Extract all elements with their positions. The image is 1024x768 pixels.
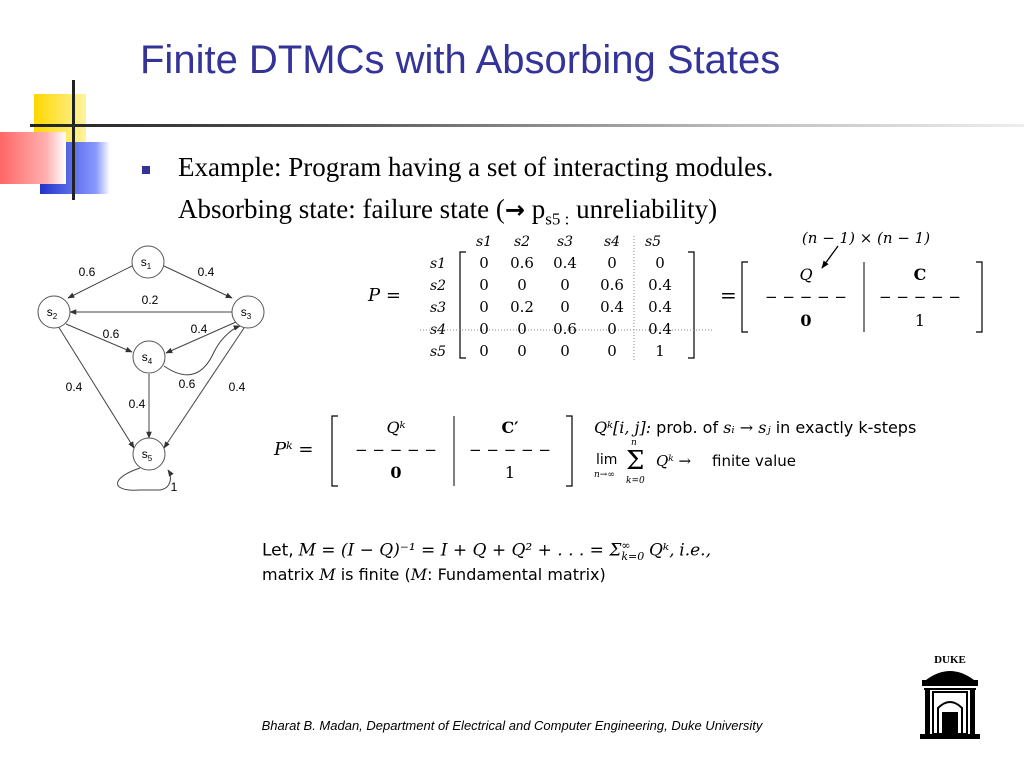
bullet-line-2-suffix: unreliability) [569,194,718,224]
dimension-arrow [822,246,838,268]
edge-label-s5-s5: 1 [170,480,178,494]
row-header: s3 [429,300,447,316]
lim-subscript: n→∞ [594,470,615,480]
sum-lower: k=0 [626,476,645,486]
p-cell: 0.6 [553,320,577,338]
ie-text: i.e., [679,540,711,561]
sum-limits [621,540,644,562]
node-s4-label: $s_4$ [141,350,153,366]
sum-sup: ∞ [621,539,631,552]
edge-label-s4-s3: 0.6 [178,377,196,391]
markov-chain-diagram [30,236,290,498]
node-s2-label: $s_2$ [46,305,58,321]
red-square [0,132,66,184]
bullet-line-2 [178,194,717,229]
pk-one: 1 [504,463,516,482]
sum-icon: Σ [626,446,645,476]
pk-matrix-figure [268,410,598,488]
edge-s2-s4 [66,324,132,352]
sum-sub: k=0 [621,550,645,563]
p-cell: 0 [517,342,527,360]
col-header: s1 [475,234,493,250]
row-header: s4 [429,322,447,338]
p-cell: 0 [607,320,617,338]
p-cell: 0 [479,276,489,294]
let-text: Let, [262,540,294,561]
block-equals: = [720,283,737,307]
matrix-word: matrix [262,565,315,584]
p-cell: 0 [560,342,570,360]
block-dashes-right: − − − − − [879,288,961,306]
p-cell: 0 [607,254,617,272]
footer-credit: Bharat B. Madan, Department of Electrical and Computer Engineering, Duke University [261,718,763,733]
p-cell: 0.4 [553,254,577,272]
node-s5-label: $s_5$ [141,447,153,463]
vertical-line [72,80,75,200]
pk-note-1-math: Qᵏ[i, j]: [594,418,652,437]
row-header: s1 [429,256,447,272]
p-cell: 0.4 [600,298,624,316]
p-cell: 0 [479,342,489,360]
edge-label-s2-s5: 0.4 [65,380,83,394]
m-symbol: M [319,565,336,584]
block-one: 1 [914,311,926,330]
finite-value-text: finite value [712,452,796,470]
bullet-marker [142,166,150,174]
block-zero: 0 [800,311,812,330]
p-cell: 0 [560,276,570,294]
pk-dashes-left: − − − − − [355,441,437,459]
transition-matrix-figure [360,226,1000,366]
p-cell: 0.6 [600,276,624,294]
row-header: s5 [429,344,447,360]
p-cell: 0 [607,342,617,360]
edge-label-s4-s5: 0.4 [128,397,146,411]
bullet-line-2-p: p [525,194,546,224]
edge-label-s3-s2: 0.2 [141,293,159,307]
column-headers [476,234,661,250]
bullet-line-1: Example: Program having a set of interacting modules. [178,152,774,182]
row-headers [430,256,446,360]
node-s3-label: $s_3$ [240,305,252,321]
pk-note-1 [594,418,916,437]
edge-label-s2-s4: 0.6 [102,327,120,341]
p-cell: 0 [479,320,489,338]
corner-decoration [0,80,140,200]
edge-label-s1-s2: 0.6 [78,265,96,279]
duke-logo-text: DUKE [934,654,966,666]
p-cell: 0 [479,254,489,272]
p-equals: P = [368,285,401,306]
block-Q: Q [799,265,813,284]
p-cell: 1 [655,342,665,360]
col-header: s5 [644,234,662,250]
p-cell: 0 [655,254,665,272]
sum-upper: n [631,438,637,448]
p-cell: 0 [479,298,489,316]
block-dashes-left: − − − − − [765,288,847,306]
bullet-line-2-sub: s5 : [545,209,570,229]
pk-equals: Pᵏ = [274,439,314,460]
row-header: s2 [429,278,447,294]
pk-note-1-text: prob. of [656,418,719,437]
fundamental-line-1 [262,540,711,562]
p-cell: 0 [517,276,527,294]
p-cell: 0.4 [648,320,672,338]
pk-note-2 [594,440,814,490]
pk-note-1-math2: sᵢ → sⱼ [723,418,771,437]
p-cell: 0 [560,298,570,316]
p-cell: 0.6 [510,254,534,272]
pk-Qk: Qᵏ [386,418,406,437]
col-header: s4 [603,234,621,250]
pk-Cprime: C′ [501,418,519,437]
p-cell: 0.4 [648,276,672,294]
pk-note-1-text2: in exactly k-steps [775,418,917,437]
edge-label-s3-s5: 0.4 [228,380,246,394]
lim-text: lim [596,452,618,468]
p-cell: 0.2 [510,298,534,316]
bullet-line-2-prefix: Absorbing state: failure state ( [178,194,505,224]
edge-s5-s5 [118,468,171,490]
p-cell: 0.4 [648,298,672,316]
qk-tail: Qᵏ, [648,540,675,561]
col-header: s3 [556,234,574,250]
node-s1-label: $s_1$ [140,255,152,271]
dimension-note: (n − 1) × (n − 1) [801,229,931,247]
pk-dashes-right: − − − − − [469,441,551,459]
m-symbol-2: M [410,565,428,584]
edge-label-s1-s3: 0.4 [197,265,215,279]
p-cells [479,254,672,360]
col-header: s2 [513,234,531,250]
edge-s1-s2 [68,266,132,298]
horizontal-line [30,124,1024,127]
fundamental-matrix-text: : Fundamental matrix) [427,565,606,584]
block-C: C [913,265,927,284]
m-definition: M = (I − Q)⁻¹ = I + Q + Q² + . . . = Σ [298,540,622,561]
edge-label-s3-s4: 0.4 [190,322,208,336]
p-cell: 0 [517,320,527,338]
is-finite-text: is finite ( [340,565,411,584]
slide-title: Finite DTMCs with Absorbing States [140,38,781,82]
qk-arrow-expr: Qᵏ → [656,452,692,470]
right-arrow-icon: → [504,196,526,224]
pk-zero: 0 [390,463,402,482]
fundamental-line-2 [262,565,606,584]
